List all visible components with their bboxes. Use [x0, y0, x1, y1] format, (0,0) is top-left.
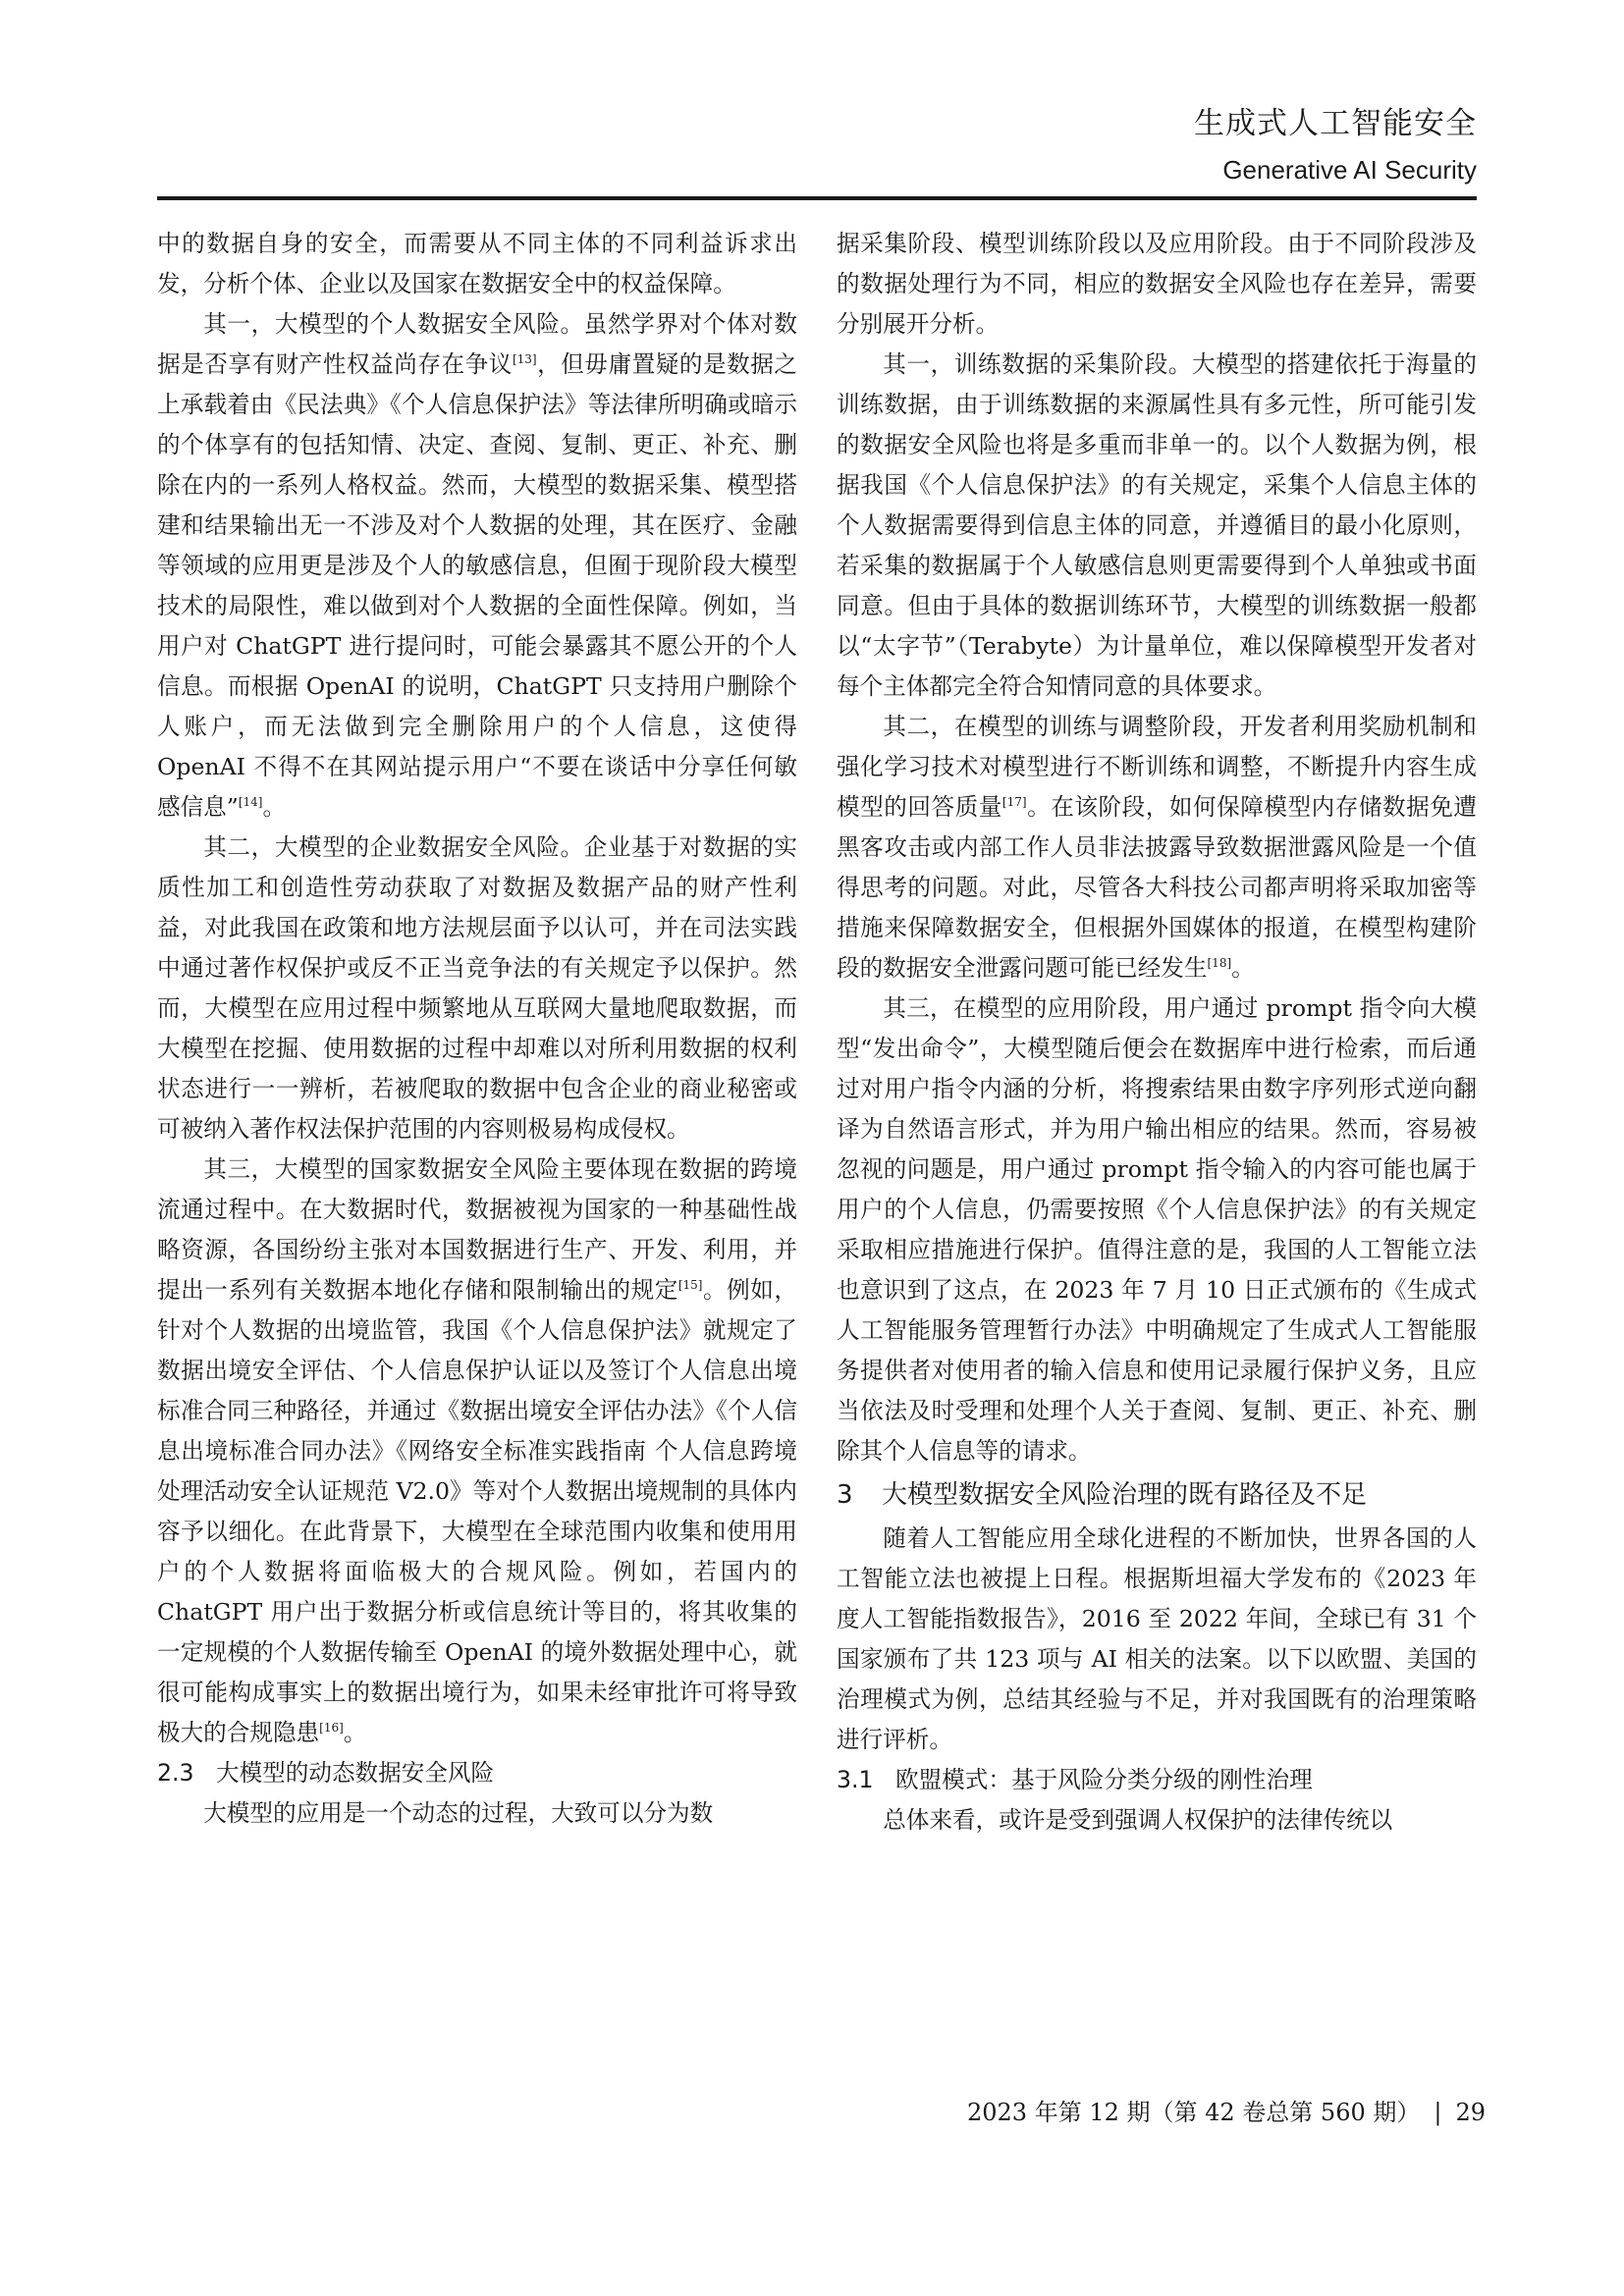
paragraph-personal-data-risk: 其一，大模型的个人数据安全风险。虽然学界对个体对数据是否享有财产性权益尚存在争议[13]，但毋庸置疑的是数据之上承载着由《民法典》《个人信息保护法》等法律所明确或暗示的个体享有的包括知情、决定、查阅、复制、更正、补充、删除在内的一系列人格权益。然而，大模型的数据采集、模型搭建和结果输出无一不涉及对个人数据的处理，其在医疗、金融等领域的应用更是涉及个人的敏感信息，但囿于现阶段大模型技术的局限性，难以做到对个人数据的全面性保障。例如，当用户对 ChatGPT 进行提问时，可能会暴露其不愿公开的个人信息。而根据 OpenAI 的说明，ChatGPT 只支持用户删除个人账户，而无法做到完全删除用户的个人信息，这使得 OpenAI 不得不在其网站提示用户“不要在谈话中分享任何敏感信息”[14]。	[157, 310, 797, 821]
paragraph: 随着人工智能应用全球化进程的不断加快，世界各国的人工智能立法也被提上日程。根据斯坦福大学发布的《2023 年度人工智能指数报告》，2016 至 2022 年间，全球已有 31 个国家颁布了共 123 项与 AI 相关的法案。以下以欧盟、美国的治理模式为例，总结其经验与不足，并对我国既有的治理策略进行评析。	[837, 1524, 1477, 1753]
paragraph-enterprise-data-risk: 其二，大模型的企业数据安全风险。企业基于对数据的实质性加工和创造性劳动获取了对数据及数据产品的财产性利益，对此我国在政策和地方法规层面予以认可，并在司法实践中通过著作权保护或反不正当竞争法的有关规定予以保护。然而，大模型在应用过程中频繁地从互联网大量地爬取数据，而大模型在挖掘、使用数据的过程中却难以对所利用数据的权利状态进行一一辨析，若被爬取的数据中包含企业的商业秘密或可被纳入著作权法保护范围的内容则极易构成侵权。	[157, 833, 797, 1143]
paragraph-collection-stage: 其一，训练数据的采集阶段。大模型的搭建依托于海量的训练数据，由于训练数据的来源属性具有多元性，所可能引发的数据安全风险也将是多重而非单一的。以个人数据为例，根据我国《个人信息保护法》的有关规定，采集个人信息主体的个人数据需要得到信息主体的同意，并遵循目的最小化原则，若采集的数据属于个人敏感信息则更需要得到个人单独或书面同意。但由于具体的数据训练环节，大模型的训练数据一般都以“太字节”（Terabyte）为计量单位，难以保障模型开发者对每个主体都完全符合知情同意的具体要求。	[837, 350, 1477, 700]
paragraph-application-stage: 其三，在模型的应用阶段，用户通过 prompt 指令向大模型“发出命令”，大模型随后便会在数据库中进行检索，而后通过对用户指令内涵的分析，将搜索结果由数字序列形式逆向翻译为自然语言形式，并为用户输出相应的结果。然而，容易被忽视的问题是，用户通过 prompt 指令输入的内容可能也属于用户的个人信息，仍需要按照《个人信息保护法》的有关规定采取相应措施进行保护。值得注意的是，我国的人工智能立法也意识到了这点，在 2023 年 7 月 10 日正式颁布的《生成式人工智能服务管理暂行办法》中明确规定了生成式人工智能服务提供者对使用者的输入信息和使用记录履行保护义务，且应当依法及时受理和处理个人关于查阅、复制、更正、补充、删除其个人信息等的请求。	[837, 994, 1477, 1465]
right-column	[837, 224, 1477, 1841]
citation-ref: [16]	[319, 1721, 344, 1735]
paragraph: 大模型的应用是一个动态的过程，大致可以分为数	[203, 1799, 714, 1827]
page-footer	[967, 2097, 1486, 2128]
citation-ref: [18]	[1207, 956, 1232, 971]
header-rule	[157, 196, 1477, 200]
paragraph-national-data-risk: 其三，大模型的国家数据安全风险主要体现在数据的跨境流通过程中。在大数据时代，数据被视为国家的一种基础性战略资源，各国纷纷主张对本国数据进行生产、开发、利用，并提出一系列有关数据本地化存储和限制输出的规定[15]。例如，针对个人数据的出境监管，我国《个人信息保护法》就规定了数据出境安全评估、个人信息保护认证以及签订个人信息出境标准合同三种路径，并通过《数据出境安全评估办法》《个人信息出境标准合同办法》《网络安全标准实践指南 个人信息跨境处理活动安全认证规范 V2.0》等对个人数据出境规制的具体内容予以细化。在此背景下，大模型在全球范围内收集和使用用户的个人数据将面临极大的合规风险。例如，若国内的 ChatGPT 用户出于数据分析或信息统计等目的，将其收集的一定规模的个人数据传输至 OpenAI 的境外数据处理中心，就很可能构成事实上的数据出境行为，如果未经审批许可将导致极大的合规隐患[16]。	[157, 1155, 798, 1746]
subsection-heading-2-3: 2.3 大模型的动态数据安全风险	[157, 1759, 495, 1787]
citation-ref: [15]	[677, 1278, 703, 1293]
page-number: 29	[1455, 2099, 1487, 2126]
citation-ref: [17]	[1001, 795, 1027, 810]
running-header	[1194, 102, 1477, 188]
citation-ref: [14]	[238, 795, 263, 810]
paragraph: 中的数据自身的安全，而需要从不同主体的不同利益诉求出发，分析个体、企业以及国家在数据安全中的权益保障。	[157, 230, 797, 297]
paragraph: 总体来看，或许是受到强调人权保护的法律传统以	[883, 1806, 1393, 1834]
section-heading-3: 3 大模型数据安全风险治理的既有路径及不足	[837, 1480, 1368, 1510]
subsection-heading-3-1: 3.1 欧盟模式：基于风险分类分级的刚性治理	[837, 1766, 1313, 1793]
paragraph: 据采集阶段、模型训练阶段以及应用阶段。由于不同阶段涉及的数据处理行为不同，相应的数据安全风险也存在差异，需要分别展开分析。	[837, 230, 1477, 338]
issue-info: 2023 年第 12 期（第 42 卷总第 560 期）	[967, 2099, 1421, 2126]
paragraph-training-stage: 其二，在模型的训练与调整阶段，开发者利用奖励机制和强化学习技术对模型进行不断训练和调整，不断提升内容生成模型的回答质量[17]。在该阶段，如何保障模型内存储数据免遭黑客攻击或内部工作人员非法披露导致数据泄露风险是一个值得思考的问题。对此，尽管各大科技公司都声明将采取加密等措施来保障数据安全，但根据外国媒体的报道，在模型构建阶段的数据安全泄露问题可能已经发生[18]。	[837, 713, 1478, 982]
citation-ref: [13]	[512, 352, 537, 367]
left-column	[157, 224, 797, 1834]
journal-column-title: 生成式人工智能安全	[1194, 106, 1477, 141]
footer-separator: |	[1434, 2099, 1442, 2126]
journal-column-title-en: Generative AI Security	[1222, 155, 1477, 185]
